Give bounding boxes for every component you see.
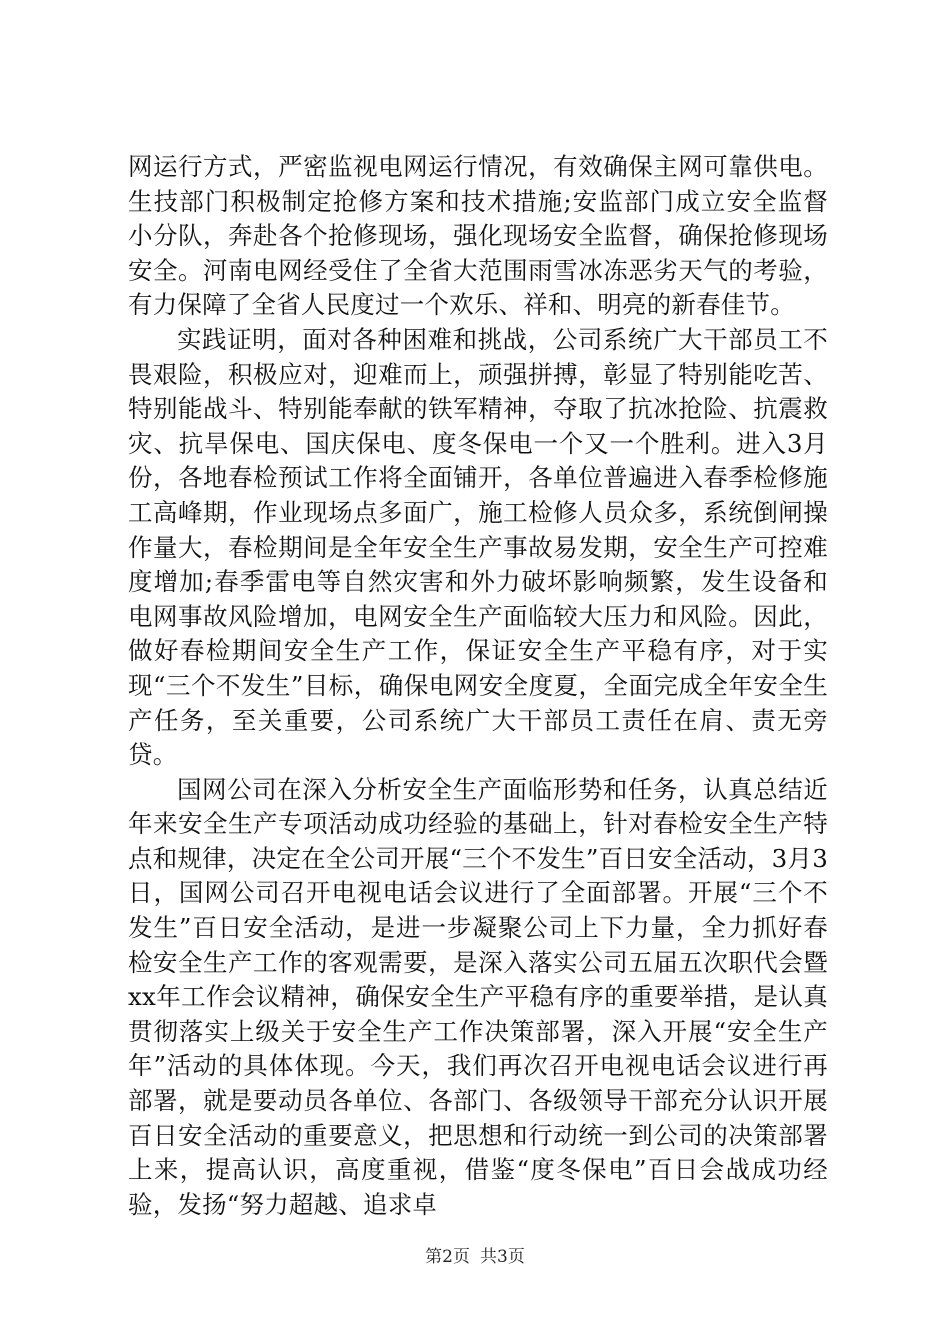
paragraph-state-grid-activity: 国网公司在深入分析安全生产面临形势和任务，认真总结近年来安全生产专项活动成功经验的基础上，针对春检安全生产特点和规律，决定在全公司开展“三个不发生”百日安全活动，3月3日，国网公司召开电视电话会议进行了全面部署。开展“三个不发生”百日安全活动，是进一步凝聚公司上下力量，全力抓好春检安全生产工作的客观需要，是深入落实公司五届五次职代会暨xx年工作会议精神，确保安全生产平稳有序的重要举措，是认真贯彻落实上级关于安全生产工作决策部署，深入开展“安全生产年”活动的具体体现。今天，我们再次召开电视电话会议进行再部署，就是要动员各单位、各部门、各级领导干部充分认识开展百日安全活动的重要意义，把思想和行动统一到公司的决策部署上来，提高认识，高度重视，借鉴“度冬保电”百日会战成功经验，发扬“努力超越、追求卓 xyxy=(128,774,828,1219)
page-footer xyxy=(0,1246,950,1268)
paragraph-practice-proves: 实践证明，面对各种困难和挑战，公司系统广大干部员工不畏艰险，积极应对，迎难而上，顽强拼搏，彰显了特别能吃苦、特别能战斗、特别能奉献的铁军精神，夺取了抗冰抢险、抗震救灾、抗旱保电、国庆保电、度冬保电一个又一个胜利。进入3月份，各地春检预试工作将全面铺开，各单位普遍进入春季检修施工高峰期，作业现场点多面广，施工检修人员众多，系统倒闸操作量大，春检期间是全年安全生产事故易发期，安全生产可控难度增加;春季雷电等自然灾害和外力破坏影响频繁，发生设备和电网事故风险增加，电网安全生产面临较大压力和风险。因此，做好春检期间安全生产工作，保证安全生产平稳有序，对于实现“三个不发生”目标，确保电网安全度夏，全面完成全年安全生产任务，至关重要，公司系统广大干部员工责任在肩、责无旁贷。 xyxy=(128,324,828,770)
page-total: 共3页 xyxy=(480,1247,525,1267)
page-number: 第2页 xyxy=(425,1247,470,1267)
document-body xyxy=(128,150,828,1222)
paragraph-continuation: 网运行方式，严密监视电网运行情况，有效确保主网可靠供电。生技部门积极制定抢修方案和技术措施;安监部门成立安全监督小分队，奔赴各个抢修现场，强化现场安全监督，确保抢修现场安全。河南电网经受住了全省大范围雨雪冰冻恶劣天气的考验，有力保障了全省人民度过一个欢乐、祥和、明亮的新春佳节。 xyxy=(128,152,828,320)
